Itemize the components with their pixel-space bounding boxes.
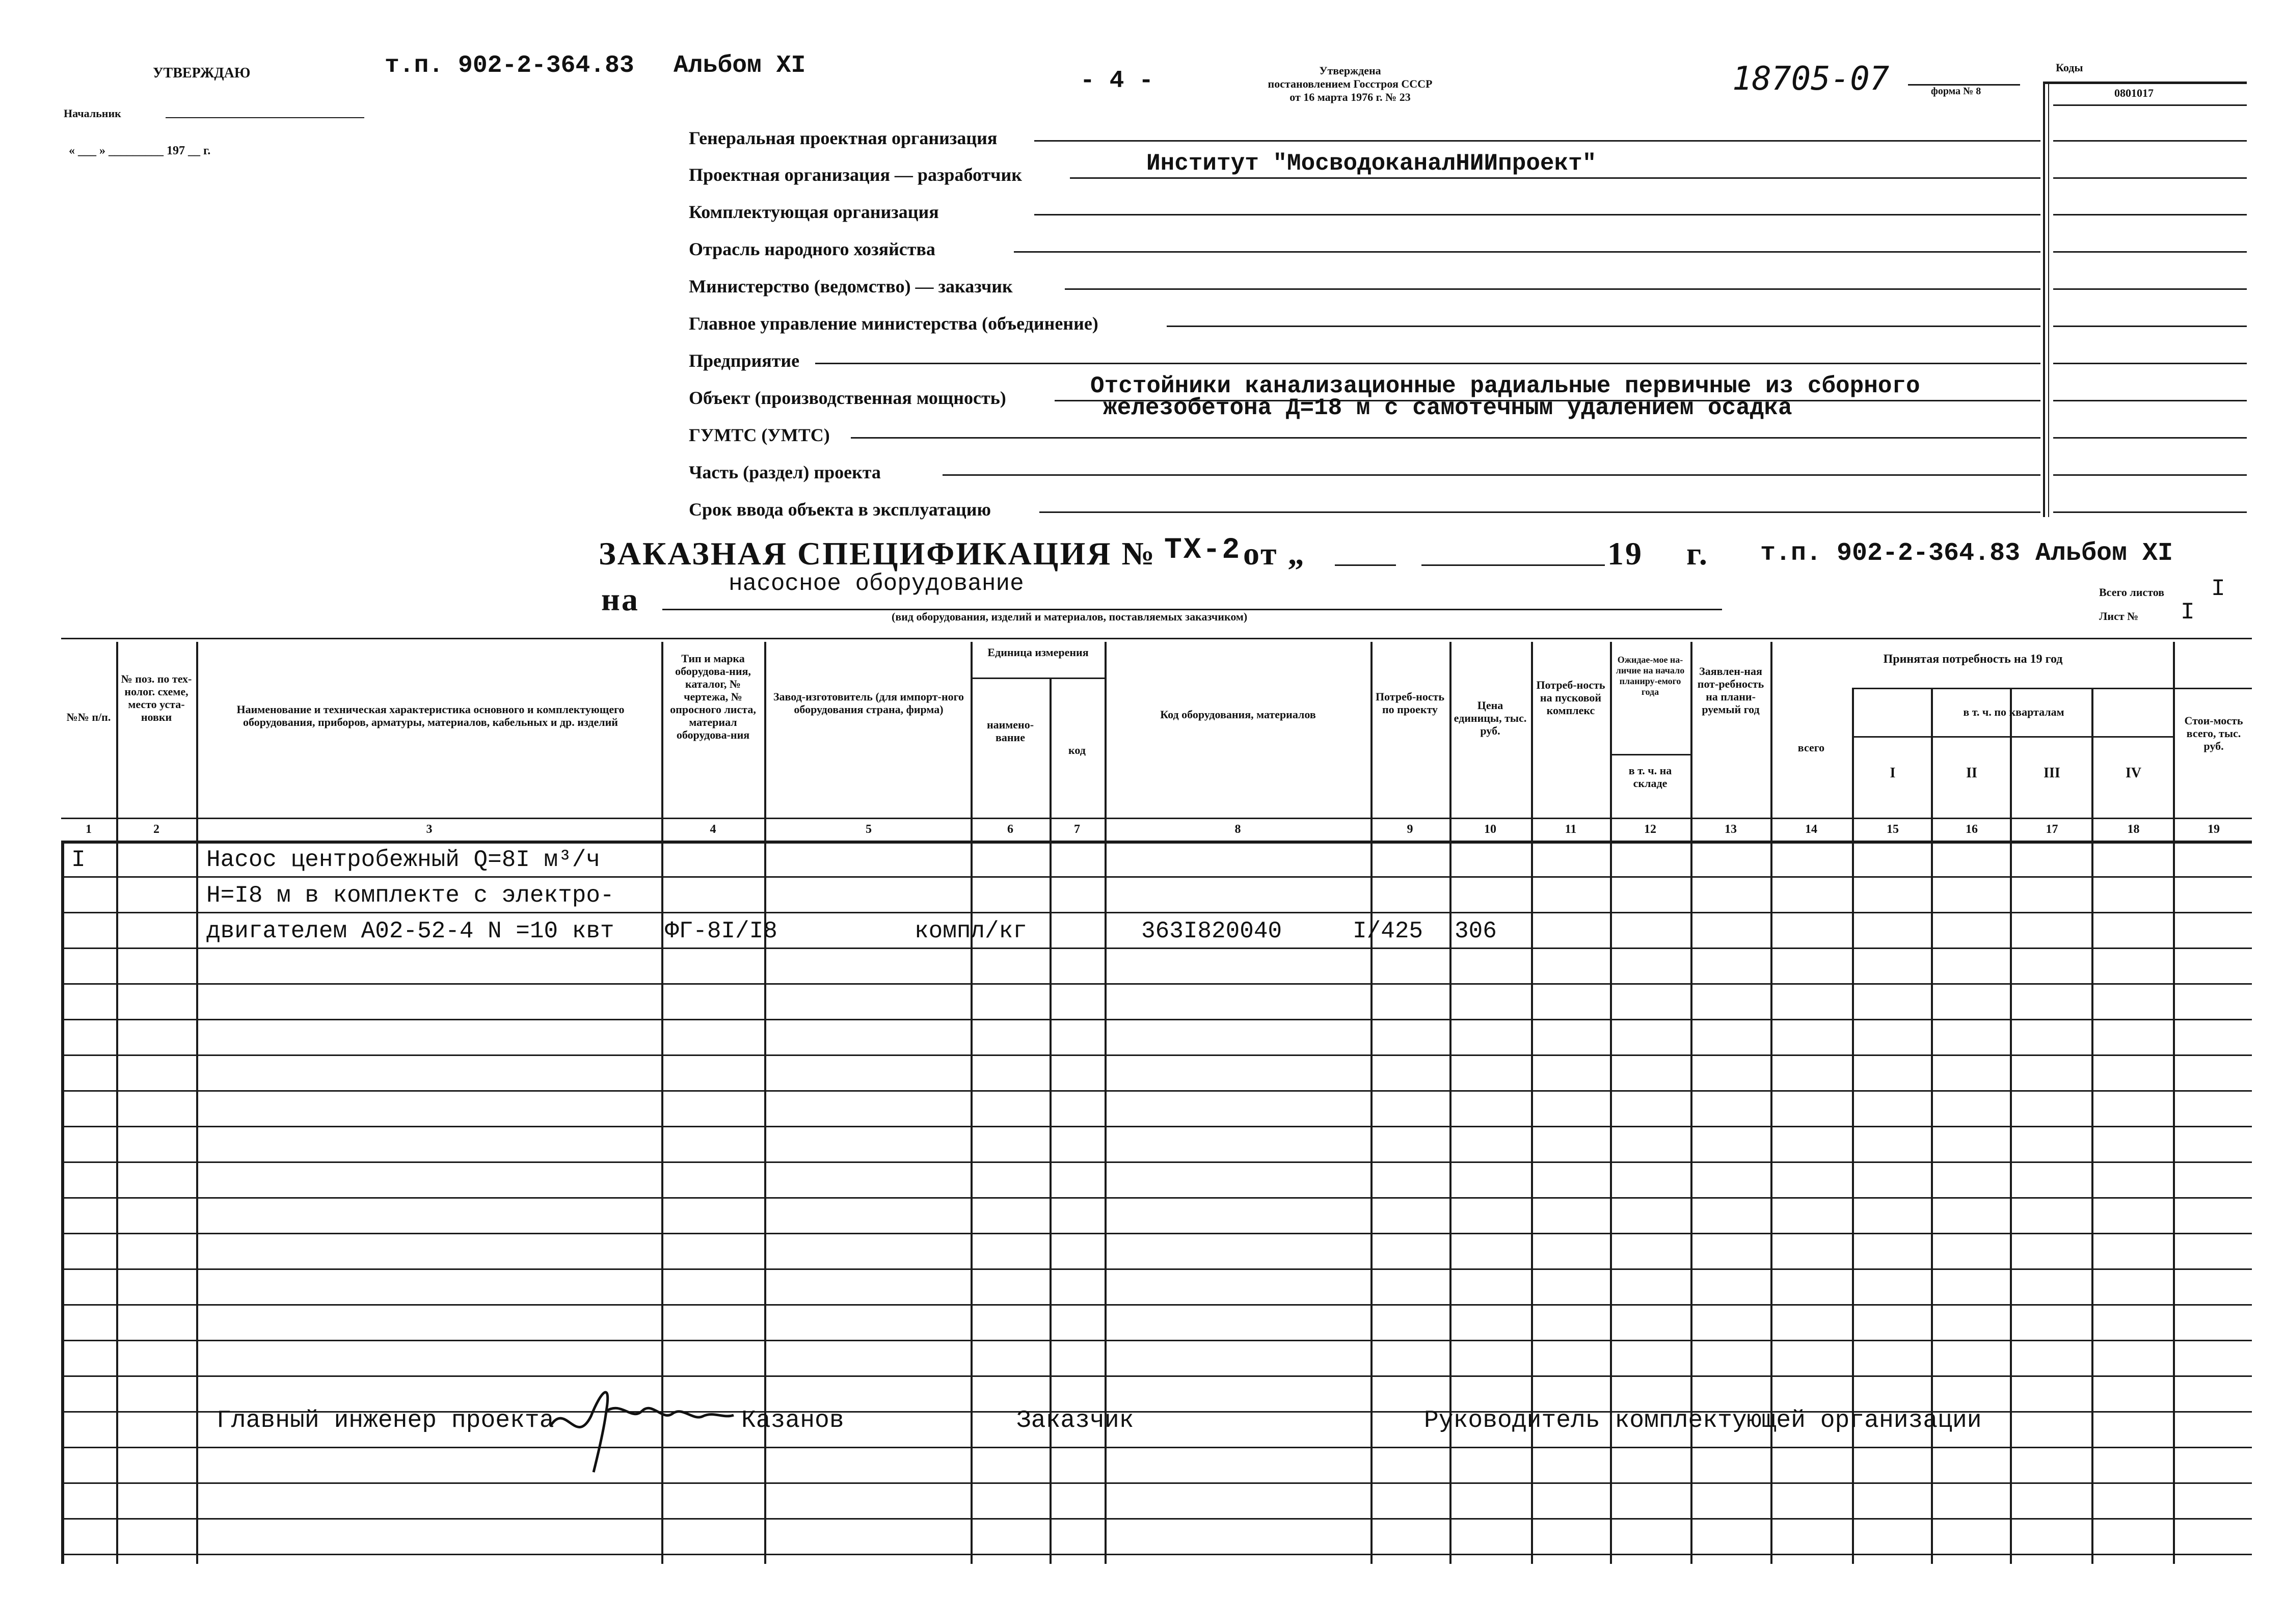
org-label-completing: Комплектующая организация — [689, 202, 939, 222]
col-num-16: 16 — [1966, 823, 1978, 836]
row-type: ФГ-8I/I8 — [665, 918, 777, 944]
col-header-14: всего — [1797, 741, 1825, 754]
spec-album: Альбом XI — [2035, 539, 2173, 568]
spec-year: 19 — [1607, 535, 1643, 572]
form-label: форма № 8 — [1931, 86, 1981, 97]
header-tp: т.п. 902-2-364.83 — [385, 52, 634, 79]
col-num-19: 19 — [2208, 823, 2220, 836]
sheets-total-label: Всего листов — [2099, 586, 2165, 599]
org-value-object-cont: железобетона Д=18 м с самотечным удалением осадка — [1103, 395, 1792, 421]
col-header-17: III — [2044, 765, 2060, 781]
spec-subject-hint: (вид оборудования, изделий и материалов, поставляемых заказчиком) — [892, 610, 1248, 623]
org-label-branch: Отрасль народного хозяйства — [689, 239, 935, 259]
approved-line2: постановлением Госстроя СССР — [1268, 77, 1433, 90]
org-label-enterprise: Предприятие — [689, 350, 800, 371]
col-num-17: 17 — [2046, 823, 2058, 836]
org-value-object: Отстойники канализационные радиальные первичные из сборного — [1090, 373, 1920, 399]
org-value-developer: Институт "МосводоканалНИИпроект" — [1146, 150, 1597, 177]
col-num-5: 5 — [866, 823, 872, 836]
col-header-3: Наименование и техническая характеристика основного и комплектующего оборудования, приборов, арматуры, материалов, кабельных и др. изделий — [236, 703, 625, 728]
col-header-2: № поз. по тех-нолог. схеме, место уста-новки — [121, 672, 192, 723]
signature-scribble — [545, 1370, 739, 1477]
col-num-6: 6 — [1007, 823, 1013, 836]
row-code: 363I820040 — [1141, 918, 1282, 944]
row-name-line3: двигателем А02-52-4 N =10 квт — [206, 918, 614, 944]
col-num-18: 18 — [2127, 823, 2140, 836]
spec-g: г. — [1686, 535, 1709, 572]
col-header-12: Ожидае-мое на-личие на начало планиру-емого года — [1616, 655, 1685, 697]
spec-number: ТХ-2 — [1164, 534, 1242, 567]
chief-engineer-name: Казанов — [741, 1407, 844, 1434]
customer-label: Заказчик — [1016, 1407, 1134, 1434]
org-label-object: Объект (производственная мощность) — [689, 388, 1006, 408]
head-line — [166, 117, 364, 118]
col-header-4: Тип и марка оборудова-ния, каталог, № чертежа, № опросного листа, материал оборудова-ния — [670, 652, 756, 741]
col-num-14: 14 — [1805, 823, 1817, 836]
spec-tp: т.п. 902-2-364.83 — [1760, 539, 2021, 568]
col-header-15: I — [1890, 765, 1896, 781]
org-label-general: Генеральная проектная организация — [689, 128, 998, 148]
col-num-9: 9 — [1407, 823, 1413, 836]
col-header-12b: в т. ч. на складе — [1628, 764, 1672, 790]
col-num-4: 4 — [710, 823, 716, 836]
col-num-2: 2 — [153, 823, 159, 836]
col-header-unit: Единица измерения — [987, 646, 1089, 659]
sheet-label: Лист № — [2099, 610, 2139, 622]
col-num-15: 15 — [1887, 823, 1899, 836]
org-label-deadline: Срок ввода объекта в эксплуатацию — [689, 499, 991, 520]
org-head-label: Руководитель комплектующей организации — [1424, 1407, 1982, 1434]
col-header-13: Заявлен-ная пот-ребность на плани-руемый год — [1697, 665, 1764, 716]
row-name-line1: Насос центробежный Q=8I м³/ч — [206, 847, 600, 873]
col-num-11: 11 — [1565, 823, 1577, 836]
row-number: I — [71, 847, 86, 873]
col-header-18: IV — [2125, 765, 2142, 781]
row-price: 306 — [1455, 918, 1497, 944]
spec-na: на — [601, 581, 639, 617]
org-label-gumts: ГУМТС (УМТС) — [689, 425, 830, 445]
spec-subject: насосное оборудование — [729, 571, 1024, 597]
chief-engineer-label: Главный инженер проекта — [217, 1407, 554, 1434]
col-header-6: наимено-вание — [986, 718, 1034, 744]
codes-label: Коды — [2056, 61, 2083, 74]
col-num-7: 7 — [1074, 823, 1080, 836]
sheets-total: I — [2211, 576, 2225, 602]
col-header-8: Код оборудования, материалов — [1160, 708, 1316, 721]
col-header-19: Стои-мость всего, тыс. руб. — [2184, 714, 2243, 752]
head-label: Начальник — [64, 107, 121, 120]
spec-from: от „ — [1243, 535, 1306, 572]
col-header-16: II — [1966, 765, 1977, 781]
header-album: Альбом XI — [674, 52, 806, 79]
page-number: - 4 - — [1080, 67, 1154, 95]
org-label-ministry: Министерство (ведомство) — заказчик — [689, 276, 1013, 296]
col-header-11: Потреб-ность на пусковой комплекс — [1536, 679, 1605, 717]
row-unit: компл/кг — [915, 918, 1027, 944]
row-need: I/425 — [1353, 918, 1423, 944]
col-header-accepted: Принятая потребность на 19 год — [1883, 653, 2063, 666]
org-label-developer: Проектная организация — разработчик — [689, 165, 1022, 185]
col-header-7: код — [1068, 744, 1086, 756]
col-num-3: 3 — [426, 823, 433, 836]
approve-date: « ___ » _________ 197 __ г. — [69, 144, 211, 157]
doc-number: 18705-07 — [1732, 60, 1890, 98]
col-header-1: №№ п/п. — [66, 711, 111, 723]
approve-label: УТВЕРЖДАЮ — [153, 65, 251, 81]
col-num-1: 1 — [86, 823, 92, 836]
col-num-10: 10 — [1484, 823, 1496, 836]
col-header-10: Цена единицы, тыс. руб. — [1454, 699, 1527, 737]
org-label-directorate: Главное управление министерства (объединение) — [689, 313, 1098, 334]
spec-title: ЗАКАЗНАЯ СПЕЦИФИКАЦИЯ № — [599, 535, 1156, 572]
col-num-13: 13 — [1725, 823, 1737, 836]
approved-line3: от 16 марта 1976 г. № 23 — [1289, 91, 1411, 103]
col-header-5: Завод-изготовитель (для импорт-ного оборудования страна, фирма) — [773, 690, 964, 716]
col-header-quarters: в т. ч. по кварталам — [1963, 706, 2064, 718]
org-label-part: Часть (раздел) проекта — [689, 462, 881, 482]
row-name-line2: Н=I8 м в комплекте с электро- — [206, 882, 614, 909]
code-value: 0801017 — [2114, 87, 2154, 99]
approved-line1: Утверждена — [1319, 64, 1381, 77]
col-num-8: 8 — [1234, 823, 1241, 836]
col-num-12: 12 — [1644, 823, 1656, 836]
sheet-number: I — [2181, 599, 2195, 626]
col-header-9: Потреб-ность по проекту — [1375, 690, 1445, 716]
